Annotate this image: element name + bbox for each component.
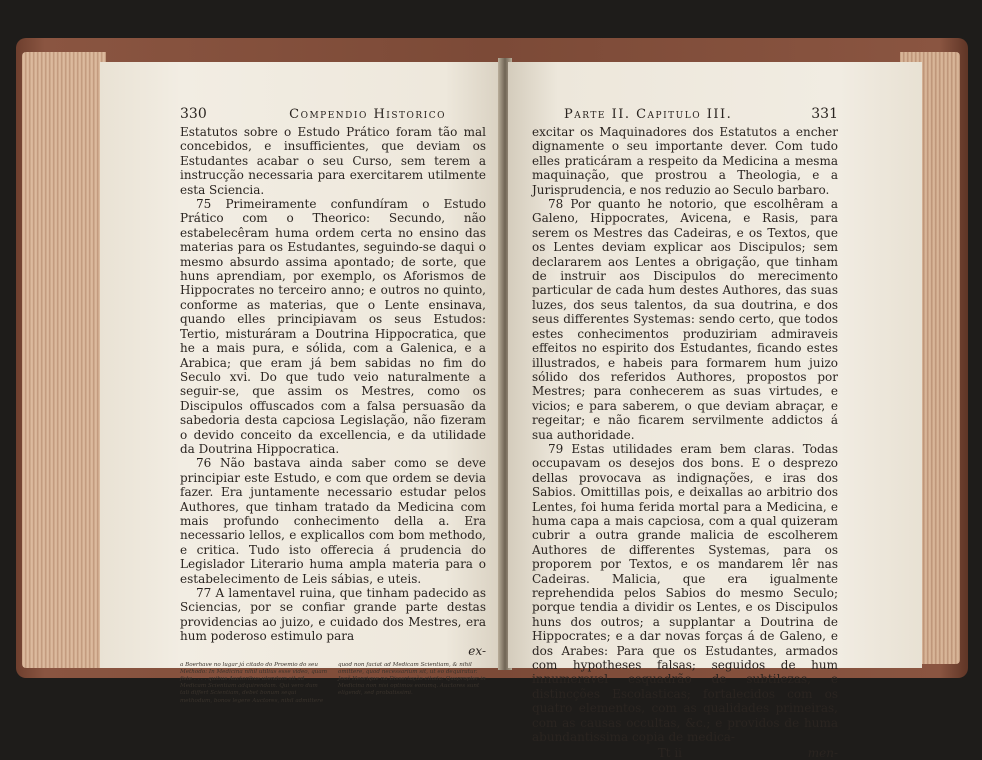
- left-page: [100, 62, 506, 704]
- right-page: [508, 62, 922, 760]
- footnote-column-left: a Boerhave no lugar já citado do Proemio do seu Methodo: In Medicina nihil utilius esse video, quam fiste . . . . quibus Auctoribus utendum sit ad Medicam Scientiam adquirendam. Qui vero dum tali differt Scientiam, debet bonum sequi methodum, bonos legere Auctores, nihil admittere: [180, 661, 328, 704]
- left-footnotes: [180, 662, 486, 705]
- left-page-number: 330: [180, 106, 207, 122]
- right-paragraph: 79 Estas utilidades eram bem claras. Todas occupavam os desejos dos bons. E o desprezo dellas provocava as indignações, e iras dos Sabios. Omittillas pois, e deixallas ao arbitrio dos Lentes, foi huma ferida mortal para a Medicina, e huma capa a mais capciosa, com a qual quizeram cubrir a outra grande malicia de escolherem Authores de differentes Systemas, para os proporem por Textos, e os mandarem lêr nas Cadeiras. Malicia, que era igualmente reprehendida pelos Sabios do mesmo Seculo; porque tendia a dividir os Lentes, e os Discipulos huns dos outros; a supplantar a Doutrina de Hippocrates; e a dar novas forças á de Galeno, e dos Arabes: Para que os Estudantes, armados com hypotheses falsas; seguidos de hum innumeravel esquadrão de subtilezas, e distincções Escolasticas; fortalecidos com os quatro elementos, com as qualidades primeiras, com as causas occultas, &c.; e providos de huma abundantissima copia de medica-: [532, 441, 838, 745]
- right-paragraph: 78 Por quanto he notorio, que escolhêram a Galeno, Hippocrates, Avicena, e Rasis, para serem os Mestres das Cadeiras, e os Textos, que os Lentes deviam explicar aos Discipulos; sem declararem aos Lentes a obrigação, que tinham de instruir aos Discipulos do merecimento particular de cada hum destes Authores, das suas luzes, dos seus talentos, da sua doutrina, e dos seus differentes Systemas: sendo certo, que todos estes conhecimentos produziriam admiraveis effeitos no espirito dos Estudantes, ficando estes illustrados, e habeis para formarem hum juizo sólido dos referidos Authores, propostos por Mestres; para conhecerem as suas virtudes, e vicios; e para saberem, o que deviam abraçar, e regeitar; e não ficarem servilmente addictos á sua authoridade.: [532, 197, 838, 442]
- right-catchword: men-: [807, 746, 838, 760]
- left-paragraph: 76 Não bastava ainda saber como se deve principiar este Estudo, e com que ordem se devia fazer. Era juntamente necessario estudar pelos Authores, que tinham tratado da Medicina com mais profundo conhecimento della a. Era necessario lellos, e explicallos com bom methodo, e critica. Tudo isto offerecia á prudencia do Legislador Literario huma ampla materia para o estabelecimento de Leis sábias, e uteis.: [180, 456, 486, 586]
- right-signature-line: [532, 746, 838, 760]
- signature-mark: Tt ii: [657, 746, 683, 760]
- right-page-number: 331: [811, 106, 838, 122]
- left-body-text: [180, 125, 486, 644]
- left-running-head: [180, 106, 486, 122]
- left-running-title: Compendio Historico: [289, 107, 446, 122]
- page-edges-left: [22, 52, 106, 668]
- left-paragraph: 75 Primeiramente confundíram o Estudo Prático com o Theorico: Secundo, não estabelecêram huma ordem certa no ensino das materias para os Estudantes, seguindo-se daqui o mesmo absurdo assima apontado; de sorte, que huns aprendiam, por exemplo, os Aforismos de Hippocrates no terceiro anno; e outros no quinto, conforme as materias, que o Lente ensinava, quando elles principiavam os seus Estudos: Tertio, misturáram a Doutrina Hippocratica, que he a mais pura, e sólida, com a Galenica, e a Arabica; que eram já bem sabidas no fim do Seculo xvi. Do que tudo veio naturalmente a seguir-se, que assim os Mestres, como os Discipulos offuscados com a falsa persuasão da sabedoria desta capciosa Legislação, não fizeram o devido conceito da excellencia, e da utilidade da Doutrina Hippocratica.: [180, 197, 486, 456]
- footnote-column-right: quod non faciat ad Medicam Scientiam, & nihil omittere, quod necessarium sit, ut eo dequiratur. Joaõ Henrique na Dissertação citada: Quapropter in Medicina non nisi optimos eorumq. Auctores sunt eligendi, sed probatissimi.: [338, 661, 486, 697]
- left-paragraph: 77 A lamentavel ruina, que tinham padecido as Sciencias, por se confiar grande parte destas providencias ao juizo, e cuidado dos Mestres, era hum poderoso estimulo para: [180, 586, 486, 644]
- right-body-text: [532, 125, 838, 744]
- left-catchword: ex-: [468, 643, 486, 658]
- right-paragraph: excitar os Maquinadores dos Estatutos a encher dignamente o seu importante dever. Com tudo elles praticáram a respeito da Medicina a mesma maquinação, que prostrou a Theologia, e a Jurisprudencia, e nos reduzio ao Seculo barbaro.: [532, 125, 838, 197]
- right-running-head: [532, 106, 838, 122]
- right-running-title: Parte II. Capitulo III.: [564, 107, 733, 122]
- left-paragraph: Estatutos sobre o Estudo Prático foram tão mal concebidos, e insufficientes, que deviam os Estudantes acabar o seu Curso, sem terem a instrucção necessaria para exercitarem utilmente esta Sciencia.: [180, 125, 486, 197]
